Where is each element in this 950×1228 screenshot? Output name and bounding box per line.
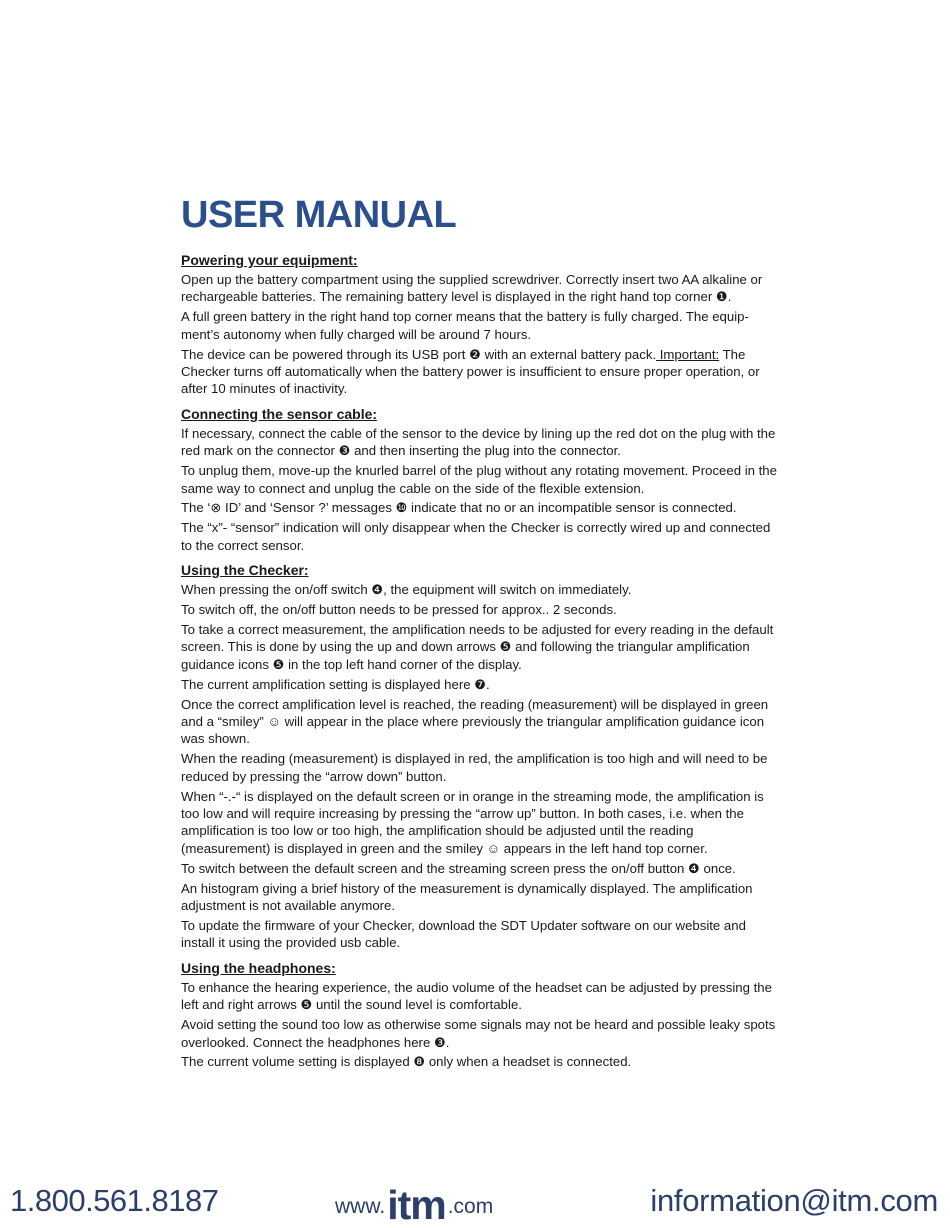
paragraph: To unplug them, move-up the knurled barrel of the plug without any rotating movement. Proceed in the same way to connect and unplug the cable on the side of the flexible extension. — [181, 463, 777, 496]
footer-phone[interactable]: 1.800.561.8187 — [10, 1183, 219, 1218]
paragraph: Open up the battery compartment using the supplied screwdriver. Correctly insert two AA alkaline or rechargeable batteries. The remaining battery level is displayed in the right hand top corner ❶. — [181, 272, 763, 305]
paragraph-usb — [181, 346, 777, 398]
section-heading: Connecting the sensor cable: — [181, 405, 378, 422]
paragraph: To enhance the hearing experience, the audio volume of the headset can be adjusted by pressing the left and right arrows ❺ until the sound level is comfortable. — [181, 979, 772, 1013]
paragraph: Once the correct amplification level is reached, the reading (measurement) will be displayed in green and a “smiley” ☺ will appear in the place where previously the triangular amplification guidance icon was shown. — [181, 696, 769, 747]
page-footer — [0, 1178, 950, 1226]
paragraph: Avoid setting the sound too low as otherwise some signals may not be heard and possible leaky spots overlooked. Connect the headphones here ❸. — [181, 1017, 776, 1050]
website-prefix: www. — [335, 1195, 386, 1218]
section-using-checker — [181, 562, 777, 952]
manual-content — [181, 192, 777, 1079]
important-label: Important: — [656, 346, 720, 362]
paragraph: An histogram giving a brief history of the measurement is dynamically displayed. The amplification adjustment is not available anymore. — [181, 880, 753, 914]
paragraph: When the reading (measurement) is displayed in red, the amplification is too high and will need to be reduced by pressing the “arrow down” button. — [181, 751, 768, 784]
paragraph: To update the firmware of your Checker, download the SDT Updater software on our website and install it using the provided usb cable. — [181, 918, 746, 951]
section-headphones — [181, 960, 777, 1071]
paragraph: When pressing the on/off switch ❹, the equipment will switch on immediately. — [181, 582, 632, 598]
section-sensor-cable — [181, 406, 777, 554]
paragraph: To take a correct measurement, the amplification needs to be adjusted for every reading in the default screen. This is done by using the up and down arrows ❺ and following the triangular amplification guidance icons ❺ in the top left hand corner of the display. — [181, 622, 774, 672]
paragraph: The current volume setting is displayed ❽ only when a headset is connected. — [181, 1054, 632, 1070]
usb-text-after: The Checker turns off automatically when the battery power is insufficient to ensure proper operation, or after 10 minutes of inactivity. — [181, 346, 760, 397]
paragraph: To switch between the default screen and the streaming screen press the on/off button ❹ once. — [181, 860, 736, 876]
paragraph: To switch off, the on/off button needs to be pressed for approx.. 2 seconds. — [181, 602, 617, 618]
paragraph: If necessary, connect the cable of the sensor to the device by lining up the red dot on the plug with the red mark on the connector ❸ and then inserting the plug into the connector. — [181, 425, 776, 459]
footer-email[interactable]: information@itm.com — [650, 1183, 938, 1218]
paragraph: A full green battery in the right hand top corner means that the battery is fully charged. The equip-ment’s autonomy when fully charged will be around 7 hours. — [181, 309, 749, 342]
section-heading: Using the headphones: — [181, 959, 336, 976]
paragraph: When “-.-“ is displayed on the default screen or in orange in the streaming mode, the amplification is too low and will require increasing by pressing the “arrow up” button. In both cases, i.e. when the amplification is too low or too high, the amplification should be adjusted until the reading (measurement) is displayed in green and the smiley ☺ appears in the left hand top corner. — [181, 788, 764, 856]
website-suffix: .com — [447, 1195, 494, 1218]
paragraph: The ‘⊗ ID’ and ‘Sensor ?’ messages ❿ indicate that no or an incompatible sensor is connected. — [181, 500, 737, 516]
itm-logo: itm — [387, 1182, 446, 1228]
section-powering — [181, 252, 777, 398]
section-heading: Powering your equipment: — [181, 252, 358, 268]
paragraph: The current amplification setting is displayed here ❼. — [181, 676, 490, 692]
footer-website[interactable] — [335, 1180, 494, 1228]
section-heading: Using the Checker: — [181, 562, 309, 579]
usb-text: The device can be powered through its USB port ❷ with an external battery pack. — [181, 346, 657, 362]
paragraph: The “x”- “sensor” indication will only disappear when the Checker is correctly wired up and connected to the correct sensor. — [181, 520, 771, 553]
page-title: USER MANUAL — [181, 194, 457, 236]
